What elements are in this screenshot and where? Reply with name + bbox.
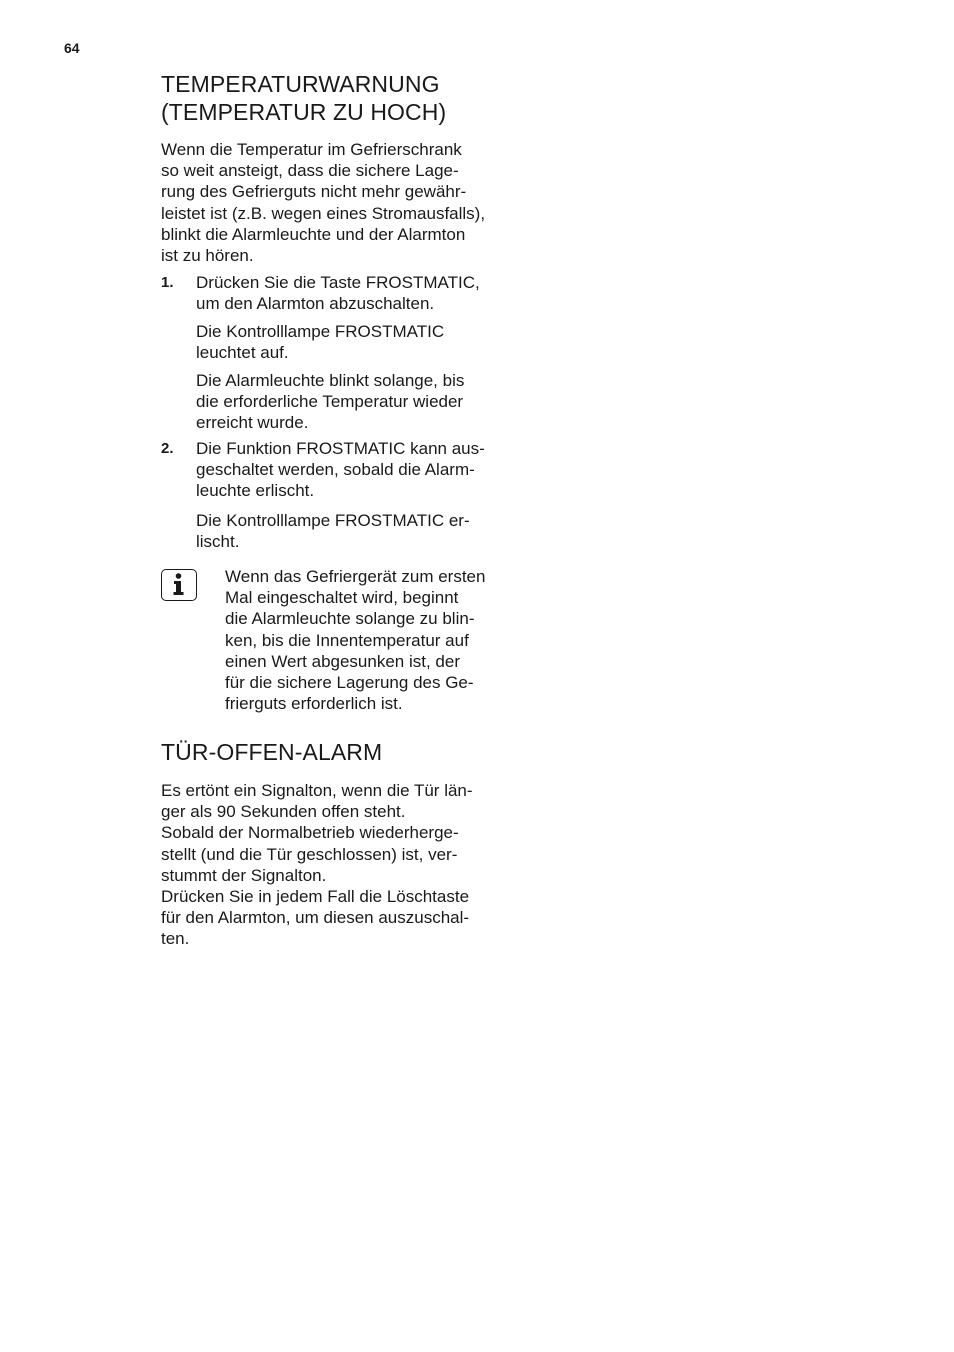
door-alarm-section (161, 738, 521, 766)
temp-warning-title (161, 70, 521, 126)
door-alarm-line: ger als 90 Sekunden offen steht. (161, 802, 406, 822)
door-alarm-line: Es ertönt ein Signalton, wenn die Tür län- (161, 781, 473, 800)
note-line: erreicht wurde. (196, 413, 309, 433)
temp-warning-title-line: (TEMPERATUR ZU HOCH) (161, 99, 447, 125)
step-number: 2. (161, 440, 174, 457)
note-line: Die Kontrolllampe FROSTMATIC (196, 322, 445, 341)
intro-line: Wenn die Temperatur im Gefrierschrank (161, 140, 462, 159)
door-alarm-line: ten. (161, 929, 190, 949)
intro-line: leistet ist (z.B. wegen eines Stromausfalls), (161, 203, 486, 223)
step-1-text (196, 272, 516, 314)
info-line: Mal eingeschaltet wird, beginnt (225, 588, 459, 608)
info-icon (161, 569, 197, 601)
step-number: 1. (161, 274, 174, 291)
door-alarm-line: stellt (und die Tür geschlossen) ist, ver- (161, 844, 458, 864)
door-alarm-title: TÜR-OFFEN-ALARM (161, 739, 383, 765)
step-line: um den Alarmton abzuschalten. (196, 294, 435, 314)
note-line: lischt. (196, 532, 240, 552)
step-line: geschaltet werden, sobald die Alarm- (196, 460, 475, 480)
step-2-text (196, 438, 516, 502)
note-line: Die Alarmleuchte blinkt solange, bis (196, 371, 465, 390)
info-line: die Alarmleuchte solange zu blin- (225, 609, 475, 629)
page-number: 64 (64, 40, 80, 56)
step-1-note-2 (196, 370, 516, 434)
step-line: Die Funktion FROSTMATIC kann aus- (196, 439, 485, 458)
intro-line: rung des Gefrierguts nicht mehr gewähr- (161, 182, 467, 202)
intro-line: ist zu hören. (161, 246, 254, 266)
temp-warning-intro (161, 139, 521, 266)
door-alarm-line: Sobald der Normalbetrieb wiederherge- (161, 823, 459, 843)
step-2-note-1 (196, 510, 516, 552)
intro-line: so weit ansteigt, dass die sichere Lage- (161, 161, 459, 181)
door-alarm-line: für den Alarmton, um diesen auszuschal- (161, 908, 470, 928)
info-line: einen Wert abgesunken ist, der (225, 651, 460, 671)
info-line: Wenn das Gefriergerät zum ersten (225, 567, 486, 586)
info-line: frierguts erforderlich ist. (225, 694, 403, 714)
info-line: für die sichere Lagerung des Ge- (225, 673, 474, 693)
step-line: Drücken Sie die Taste FROSTMATIC, (196, 273, 480, 292)
door-alarm-line: Drücken Sie in jedem Fall die Löschtaste (161, 887, 470, 907)
step-line: leuchte erlischt. (196, 481, 315, 501)
door-alarm-line: stummt der Signalton. (161, 865, 327, 885)
info-text (225, 566, 521, 714)
temp-warning-section (161, 70, 521, 126)
intro-line: blinkt die Alarmleuchte und der Alarmton (161, 224, 466, 244)
info-line: ken, bis die Innentemperatur auf (225, 630, 469, 650)
door-alarm-body (161, 780, 521, 950)
note-line: Die Kontrolllampe FROSTMATIC er- (196, 511, 470, 530)
temp-warning-title-line: TEMPERATURWARNUNG (161, 71, 440, 97)
step-1-note-1 (196, 321, 516, 363)
note-line: die erforderliche Temperatur wieder (196, 392, 464, 412)
note-line: leuchtet auf. (196, 343, 289, 363)
